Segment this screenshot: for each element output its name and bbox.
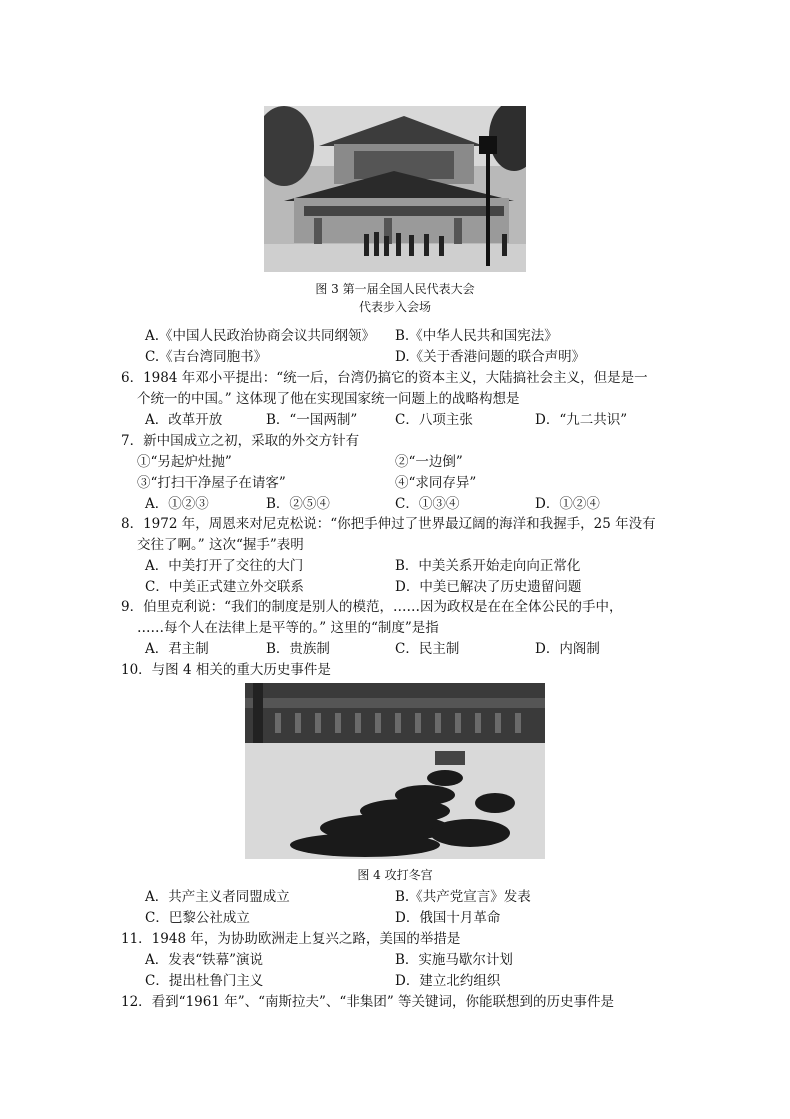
q10-option-c: C．巴黎公社成立 <box>145 910 250 926</box>
q7-item-4: ④“求同存异” <box>395 475 477 491</box>
q7-stem: 7．新中国成立之初，采取的外交方针有 <box>121 433 360 449</box>
q9-option-c: C．民主制 <box>395 641 460 657</box>
figure3-caption-line1: 图 3 第一届全国人民代表大会 <box>315 282 475 296</box>
q9-option-a: A．君主制 <box>145 641 209 657</box>
q8-stem-line1: 8．1972 年，周恩来对尼克松说：“你把手伸过了世界最辽阔的海洋和我握手，25 年没有 <box>121 516 656 532</box>
q6-option-c: C．八项主张 <box>395 412 473 428</box>
q11-option-c: C．提出杜鲁门主义 <box>145 973 264 989</box>
figure4-photo-illustration <box>245 683 545 859</box>
q9-stem-line1: 9．伯里克利说：“我们的制度是别人的模范，……因为政权是在在全体公民的手中， <box>121 599 623 615</box>
q6-stem-line2: 个统一的中国。” 这体现了他在实现国家统一问题上的战略构想是 <box>137 391 520 407</box>
q11-option-a: A．发表“铁幕”演说 <box>145 952 264 968</box>
figure4-photo <box>245 683 545 859</box>
q7-option-b: B．②⑤④ <box>266 496 330 512</box>
q8-option-c: C．中美正式建立外交联系 <box>145 579 304 595</box>
q9-stem-line2: ……每个人在法律上是平等的。” 这里的“制度”是指 <box>137 620 439 636</box>
q10-option-b: B.《共产党宣言》发表 <box>395 889 531 905</box>
q12-stem: 12．看到“1961 年”、“南斯拉夫”、“非集团” 等关键词，你能联想到的历史事件是 <box>121 994 615 1010</box>
q6-stem-line1: 6．1984 年邓小平提出：“统一后，台湾仍搞它的资本主义，大陆搞社会主义，但是是一 <box>121 370 648 386</box>
q7-option-a: A．①②③ <box>145 496 209 512</box>
q8-option-b: B．中美关系开始走向向正常化 <box>395 558 581 574</box>
q10-option-a: A．共产主义者同盟成立 <box>145 889 290 905</box>
figure3-caption-line2: 代表步入会场 <box>358 300 431 314</box>
q6-option-d: D．“九二共识” <box>535 412 628 428</box>
q8-option-a: A．中美打开了交往的大门 <box>145 558 304 574</box>
q11-option-d: D．建立北约组织 <box>395 973 501 989</box>
q7-item-2: ②“一边倒” <box>395 454 463 470</box>
q9-option-d: D．内阁制 <box>535 641 600 657</box>
q7-option-c: C．①③④ <box>395 496 460 512</box>
q7-option-d: D．①②④ <box>535 496 600 512</box>
q11-stem: 11．1948 年，为协助欧洲走上复兴之路，美国的举措是 <box>121 931 461 947</box>
q8-option-d: D．中美已解决了历史遗留问题 <box>395 579 582 595</box>
figure4-caption: 图 4 攻打冬宫 <box>357 868 433 882</box>
figure3-photo <box>264 106 526 272</box>
q6-option-a: A．改革开放 <box>145 412 223 428</box>
q5-option-a: A.《中国人民政治协商会议共同纲领》 <box>145 328 376 344</box>
q10-option-d: D．俄国十月革命 <box>395 910 501 926</box>
q6-option-b: B．“一国两制” <box>266 412 358 428</box>
q8-stem-line2: 交往了啊。” 这次“握手”表明 <box>137 537 304 553</box>
q10-stem: 10．与图 4 相关的重大历史事件是 <box>121 662 331 678</box>
q5-option-c: C.《吉台湾同胞书》 <box>145 349 268 365</box>
q5-option-b: B.《中华人民共和国宪法》 <box>395 328 558 344</box>
q7-item-1: ①“另起炉灶抛” <box>137 454 232 470</box>
q9-option-b: B．贵族制 <box>266 641 330 657</box>
figure3-photo-illustration <box>264 106 526 272</box>
q7-item-3: ③“打扫干净屋子在请客” <box>137 475 286 491</box>
q5-option-d: D.《关于香港问题的联合声明》 <box>395 349 586 365</box>
q11-option-b: B．实施马歇尔计划 <box>395 952 513 968</box>
